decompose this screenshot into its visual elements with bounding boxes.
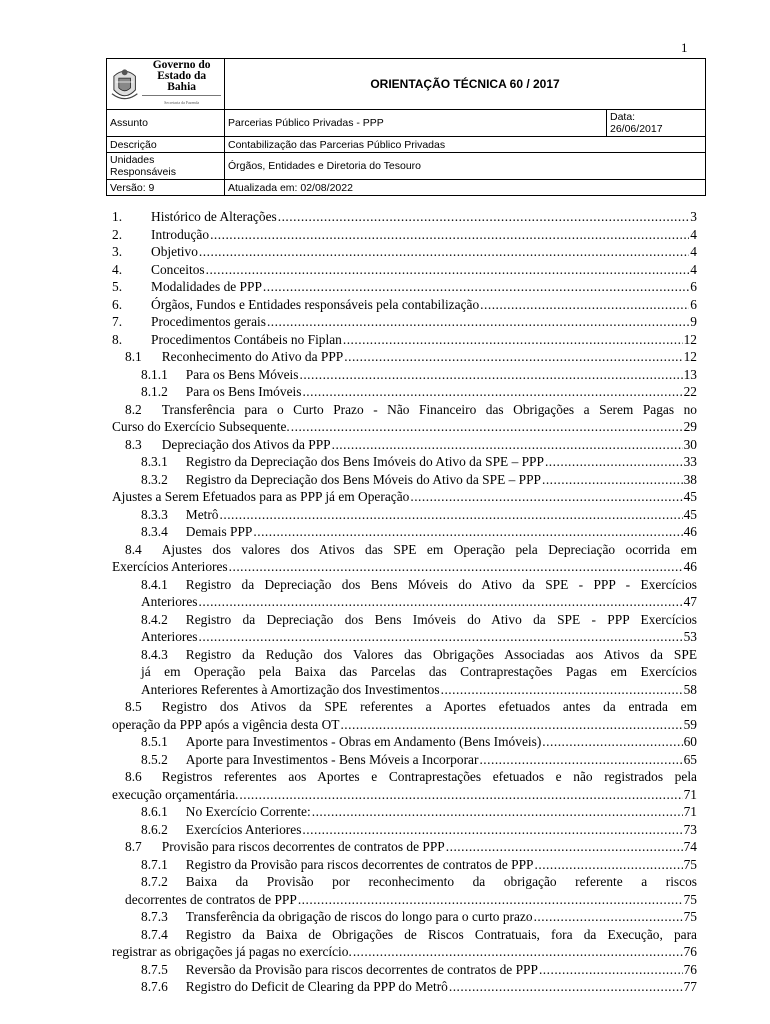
table-of-contents <box>112 208 697 996</box>
toc-entry-page: 9 <box>690 314 697 329</box>
description-label: Descrição <box>107 137 225 153</box>
toc-entry-number: 8.7.4 <box>141 926 168 942</box>
toc-dot-leader <box>344 348 682 366</box>
toc-entry-number: 8.7.3 <box>141 909 168 924</box>
toc-dot-leader <box>343 331 683 349</box>
subject-label: Assunto <box>107 110 225 137</box>
toc-entry-number: 8.7.2 <box>141 874 168 889</box>
toc-entry[interactable] <box>112 856 697 874</box>
coat-of-arms-icon <box>110 64 139 104</box>
toc-entry-page: 60 <box>683 734 697 749</box>
toc-dot-leader <box>332 436 683 454</box>
toc-dot-leader <box>298 891 683 909</box>
toc-entry-title: Anteriores Referentes à Amortização dos Investimentos <box>141 681 440 697</box>
toc-dot-leader <box>210 226 689 244</box>
toc-entry-title: Exercícios Anteriores <box>185 821 302 837</box>
toc-dot-leader <box>199 243 689 261</box>
toc-entry-title: registrar as obrigações já pagas no exercício. <box>112 944 352 959</box>
toc-entry[interactable] <box>112 751 697 769</box>
toc-entry-number: 8.3.2 <box>141 471 168 487</box>
toc-entry-title: Registro da Provisão para riscos decorrentes de contratos de PPP <box>185 856 534 872</box>
toc-entry[interactable] <box>112 926 697 961</box>
toc-dot-leader <box>441 681 683 699</box>
toc-entry-title: Depreciação dos Ativos da PPP <box>161 436 331 452</box>
logo-cell <box>107 59 225 110</box>
toc-entry[interactable] <box>112 978 697 996</box>
toc-entry-page: 65 <box>683 751 697 767</box>
toc-entry-title: Ajustes a Serem Efetuados para as PPP já em Operação <box>112 489 410 504</box>
toc-entry-page: 58 <box>683 681 697 697</box>
toc-entry-title: Transferência da obrigação de riscos do longo para o curto prazo <box>185 909 533 924</box>
toc-entry-number: 1. <box>112 209 123 224</box>
logo-subtitle: Secretaria da Fazenda <box>142 95 221 108</box>
toc-dot-leader <box>312 803 683 821</box>
toc-entry-page: 59 <box>683 716 697 732</box>
toc-entry-number: 8.2 <box>125 401 142 417</box>
toc-dot-leader <box>479 751 682 769</box>
toc-entry[interactable] <box>112 523 697 541</box>
toc-entry-page: 75 <box>683 856 697 872</box>
toc-entry[interactable] <box>112 698 697 733</box>
toc-dot-leader <box>263 278 689 296</box>
toc-entry-number: 5. <box>112 279 123 294</box>
toc-dot-leader <box>340 716 682 734</box>
government-logo <box>110 60 221 108</box>
toc-entry[interactable] <box>112 488 697 506</box>
toc-entry-title: Curso do Exercício Subsequente. <box>112 419 290 434</box>
toc-entry-title: Introdução <box>151 226 210 242</box>
toc-entry-page: 47 <box>683 594 697 609</box>
toc-entry-title: No Exercício Corrente: <box>185 804 311 819</box>
toc-entry[interactable] <box>112 401 697 436</box>
toc-entry-number: 8.6.1 <box>141 804 168 819</box>
toc-entry-title: Órgãos, Fundos e Entidades responsáveis pela contabilização <box>151 296 480 312</box>
toc-entry-title: já em Operação pela Baixa das Parcelas das Contraprestações Pagas em Exercícios <box>141 664 697 679</box>
toc-entry-page: 71 <box>683 804 697 819</box>
toc-entry-number: 8.6 <box>125 769 142 784</box>
toc-entry[interactable] <box>112 733 697 751</box>
toc-dot-leader <box>542 733 682 751</box>
page-number: 1 <box>681 40 688 55</box>
toc-entry-title: Anteriores <box>141 629 198 644</box>
toc-entry-number: 8.7.1 <box>141 856 168 872</box>
toc-entry-title: Registro da Depreciação dos Bens Imóveis do Ativo da SPE – PPP <box>185 454 544 469</box>
toc-entry-number: 8.1.1 <box>141 366 168 382</box>
toc-entry[interactable] <box>112 506 697 524</box>
toc-dot-leader <box>229 558 683 576</box>
toc-dot-leader <box>353 943 683 961</box>
toc-entry-title: Reconhecimento do Ativo da PPP <box>161 349 344 364</box>
toc-entry-title: Procedimentos gerais <box>151 314 266 329</box>
responsible-units-label <box>107 153 225 180</box>
toc-entry-title: Aporte para Investimentos - Bens Móveis a Incorporar <box>185 751 479 767</box>
responsible-units-value: Órgãos, Entidades e Diretoria do Tesouro <box>225 153 706 180</box>
toc-entry-number: 8.7.6 <box>141 979 168 994</box>
toc-entry-number: 8.3.3 <box>141 506 168 522</box>
toc-entry-number: 8.4 <box>125 541 142 557</box>
toc-entry-title: Para os Bens Móveis <box>185 366 299 382</box>
toc-entry-number: 8.6.2 <box>141 821 168 837</box>
toc-entry[interactable] <box>112 226 697 244</box>
document-title: ORIENTAÇÃO TÉCNICA 60 / 2017 <box>225 59 706 110</box>
toc-entry-page: 38 <box>683 471 697 487</box>
toc-entry-page: 4 <box>690 226 697 242</box>
toc-dot-leader <box>291 418 683 436</box>
toc-entry-title: Procedimentos Contábeis no Fiplan <box>151 331 342 347</box>
toc-entry[interactable] <box>112 436 697 454</box>
toc-dot-leader <box>545 453 683 471</box>
toc-entry-title: Histórico de Alterações <box>151 209 277 224</box>
toc-dot-leader <box>535 856 683 874</box>
logo-line-1: Governo do <box>152 59 211 71</box>
toc-dot-leader <box>199 628 683 646</box>
toc-dot-leader <box>449 978 683 996</box>
toc-dot-leader <box>302 383 682 401</box>
toc-entry[interactable] <box>112 453 697 471</box>
toc-entry-title: Registro do Deficit de Clearing da PPP do Metrô <box>185 979 448 994</box>
date-value: 26/06/2017 <box>610 123 663 135</box>
toc-entry-page: 46 <box>683 559 697 574</box>
toc-entry-page: 76 <box>683 961 697 977</box>
toc-dot-leader <box>253 523 682 541</box>
toc-entry-number: 8.5.1 <box>141 734 168 749</box>
toc-entry-title: Registro da Depreciação dos Bens Móveis do Ativo da SPE – PPP <box>185 471 541 487</box>
toc-entry-title: operação da PPP após a vigência desta OT <box>112 716 340 732</box>
toc-entry-page: 74 <box>683 839 697 854</box>
toc-entry[interactable] <box>112 838 697 856</box>
toc-entry-page: 75 <box>683 909 697 924</box>
toc-entry-title: Registro dos Ativos da SPE referentes a Aportes efetuados antes da entrada em <box>161 699 697 714</box>
toc-entry-page: 12 <box>683 331 697 347</box>
toc-entry[interactable] <box>112 541 697 576</box>
toc-entry[interactable] <box>112 348 697 366</box>
toc-entry-title: Registro da Baixa de Obrigações de Riscos Contratuais, fora da Execução, para <box>185 926 697 942</box>
toc-entry-title: Exercícios Anteriores <box>112 559 228 574</box>
toc-entry-number: 8.3 <box>125 436 142 452</box>
toc-entry-title: Demais PPP <box>185 524 253 539</box>
toc-dot-leader <box>534 908 683 926</box>
toc-entry-page: 76 <box>683 944 697 959</box>
toc-entry-page: 6 <box>690 296 697 312</box>
toc-dot-leader <box>539 961 683 979</box>
toc-entry-page: 45 <box>683 506 697 522</box>
responsible-units-label-line-1: Unidades <box>110 154 155 166</box>
toc-entry-title: Transferência para o Curto Prazo - Não Financeiro das Obrigações a Serem Pagas no <box>161 401 697 417</box>
toc-entry-number: 4. <box>112 261 123 277</box>
toc-entry[interactable] <box>112 576 697 611</box>
toc-entry-title: Anteriores <box>141 594 198 609</box>
toc-entry-title: Aporte para Investimentos - Obras em Andamento (Bens Imóveis) <box>185 734 542 749</box>
toc-entry-number: 7. <box>112 314 123 329</box>
toc-entry-title: decorrentes de contratos de PPP <box>125 891 297 907</box>
toc-entry-page: 53 <box>683 629 697 644</box>
toc-entry[interactable] <box>112 296 697 314</box>
toc-dot-leader <box>278 208 690 226</box>
toc-entry-number: 6. <box>112 296 123 312</box>
toc-dot-leader <box>302 821 682 839</box>
toc-entry-number: 8.7.5 <box>141 961 168 977</box>
date-label: Data: <box>610 111 636 123</box>
toc-entry-number: 8.5.2 <box>141 751 168 767</box>
toc-entry-page: 29 <box>683 419 697 434</box>
toc-dot-leader <box>542 471 683 489</box>
toc-entry[interactable] <box>112 208 697 226</box>
toc-entry-title: Objetivo <box>151 244 198 259</box>
toc-entry-page: 22 <box>683 384 697 399</box>
toc-entry-page: 6 <box>690 279 697 294</box>
toc-entry-title: Registro da Depreciação dos Bens Móveis do Ativo da SPE - PPP - Exercícios <box>185 576 697 592</box>
toc-entry-page: 30 <box>683 436 697 452</box>
toc-entry[interactable] <box>112 331 697 349</box>
description-value: Contabilização das Parcerias Público Privadas <box>225 137 706 153</box>
toc-entry-page: 33 <box>683 454 697 469</box>
toc-dot-leader <box>239 786 682 804</box>
toc-entry-number: 8.5 <box>125 699 142 714</box>
toc-entry-title: Registro da Depreciação dos Bens Imóveis do Ativo da SPE - PPP Exercícios <box>185 611 697 627</box>
toc-entry-number: 8.3.1 <box>141 454 168 469</box>
toc-dot-leader <box>299 366 682 384</box>
date-cell <box>607 110 706 137</box>
toc-entry-title: execução orçamentária. <box>112 786 239 802</box>
toc-dot-leader <box>220 506 683 524</box>
updated-date: Atualizada em: 02/08/2022 <box>225 180 706 196</box>
toc-entry-title: Reversão da Provisão para riscos decorrentes de contratos de PPP <box>185 961 538 977</box>
toc-entry-page: 75 <box>683 891 697 907</box>
toc-entry-number: 8.4.1 <box>141 576 168 592</box>
toc-entry[interactable] <box>112 383 697 401</box>
toc-dot-leader <box>410 488 682 506</box>
toc-entry[interactable] <box>112 366 697 384</box>
toc-entry[interactable] <box>112 803 697 821</box>
toc-entry-page: 3 <box>690 209 697 224</box>
toc-entry[interactable] <box>112 611 697 646</box>
toc-entry-title: Para os Bens Imóveis <box>185 384 302 399</box>
toc-entry-title: Registro da Redução dos Valores das Obrigações Associadas aos Ativos da SPE <box>185 646 697 662</box>
logo-line-2: Estado da Bahia <box>157 70 207 93</box>
version-label: Versão: 9 <box>107 180 225 196</box>
document-header-table <box>106 58 706 196</box>
toc-entry[interactable] <box>112 646 697 699</box>
toc-entry[interactable] <box>112 821 697 839</box>
toc-entry-page: 4 <box>690 261 697 277</box>
toc-entry-number: 3. <box>112 244 123 259</box>
toc-entry-number: 8.3.4 <box>141 524 168 539</box>
toc-dot-leader <box>206 261 690 279</box>
toc-entry-title: Registros referentes aos Aportes e Contraprestações efetuados e não registrados pela <box>161 769 697 784</box>
toc-entry-number: 8. <box>112 331 123 347</box>
toc-entry-page: 13 <box>683 366 697 382</box>
toc-dot-leader <box>480 296 689 314</box>
toc-entry[interactable] <box>112 261 697 279</box>
toc-entry-page: 71 <box>683 786 697 802</box>
toc-dot-leader <box>446 838 683 856</box>
toc-dot-leader <box>267 313 689 331</box>
responsible-units-label-line-2: Responsáveis <box>110 166 176 178</box>
toc-entry-title: Conceitos <box>151 261 205 277</box>
toc-entry-page: 73 <box>683 821 697 837</box>
toc-entry-title: Modalidades de PPP <box>151 279 262 294</box>
toc-entry[interactable] <box>112 471 697 489</box>
toc-entry-title: Metrô <box>185 506 219 522</box>
toc-entry-number: 8.1.2 <box>141 384 168 399</box>
toc-entry-number: 2. <box>112 226 123 242</box>
toc-entry-number: 8.7 <box>125 839 142 854</box>
toc-entry-number: 8.1 <box>125 349 142 364</box>
toc-entry[interactable] <box>112 908 697 926</box>
toc-entry-page: 4 <box>690 244 697 259</box>
toc-entry-title: Baixa da Provisão por reconhecimento da obrigação referente a riscos <box>185 874 697 889</box>
toc-entry-number: 8.4.2 <box>141 611 168 627</box>
toc-entry[interactable] <box>112 961 697 979</box>
toc-entry-page: 77 <box>683 979 697 994</box>
toc-entry-title: Ajustes dos valores dos Ativos das SPE em Operação pela Depreciação ocorrida em <box>161 541 697 557</box>
toc-entry[interactable] <box>112 243 697 261</box>
toc-entry-number: 8.4.3 <box>141 646 168 662</box>
toc-entry[interactable] <box>112 278 697 296</box>
toc-entry[interactable] <box>112 768 697 803</box>
toc-entry-page: 46 <box>683 524 697 539</box>
toc-entry-title: Provisão para riscos decorrentes de contratos de PPP <box>161 839 445 854</box>
subject-value: Parcerias Público Privadas - PPP <box>225 110 607 137</box>
toc-entry[interactable] <box>112 873 697 908</box>
toc-dot-leader <box>199 593 683 611</box>
toc-entry-page: 45 <box>683 489 697 504</box>
toc-entry[interactable] <box>112 313 697 331</box>
toc-entry-page: 12 <box>683 349 697 364</box>
